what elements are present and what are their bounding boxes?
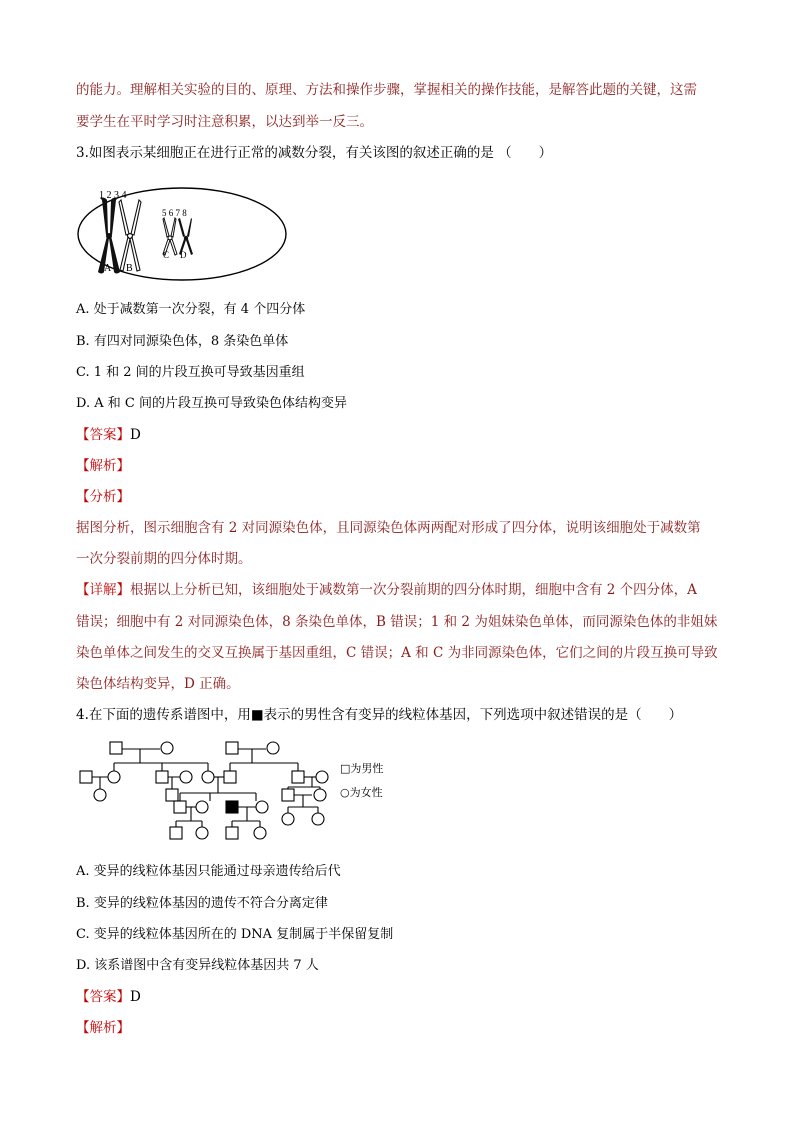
intro-line-2: 要学生在平时学习时注意积累，以达到举一反三。 [76,114,373,130]
q3-stem: 3.如图表示某细胞正在进行正常的减数分裂，有关该图的叙述正确的是 （ ） [76,145,553,161]
legend-female: ○为女性 [340,786,383,799]
answer-tag: 【答案】 [76,989,130,1005]
legend-male: □为男性 [340,762,384,775]
chromatid-numbers-1-4: 1 2 3 4 [99,190,127,201]
q3-fenxi-tag: 【分析】 [76,489,130,505]
pedigree-female [196,801,208,813]
q3-analysis-tag: 【解析】 [76,458,130,474]
answer-value: D [130,989,141,1005]
pedigree-female [108,771,120,783]
pedigree-female [282,813,294,825]
pedigree-male [224,771,236,783]
q3-fenxi-line-1: 据图分析，图示细胞含有 2 对同源染色体，且同源染色体两两配对形成了四分体，说明该细胞处于减数第 [76,520,701,536]
q3-option-d: D. A 和 C 间的片段互换可导致染色体结构变异 [76,396,347,411]
q4-option-d: D. 该系谱图中含有变异线粒体基因共 7 人 [76,958,319,973]
label-a: A [104,263,112,274]
q3-option-b: B. 有四对同源染色体，8 条染色单体 [76,334,289,349]
q4-option-b: B. 变异的线粒体基因的遗传不符合分离定律 [76,896,328,911]
q3-option-a: A. 处于减数第一次分裂，有 4 个四分体 [76,302,306,317]
pedigree-female [196,827,208,839]
chromosome-b [119,200,141,271]
pedigree-female [256,801,268,813]
pedigree-male [156,771,168,783]
pedigree-female [161,742,173,754]
label-b: B [126,263,133,274]
intro-line-1: 的能力。理解相关实验的目的、原理、方法和操作步骤，掌握相关的操作技能，是解答此题的关键，这需 [76,82,697,98]
pedigree-male [110,742,122,754]
detail-tag: 【详解】 [76,582,130,598]
pedigree-female [94,789,106,801]
q3-detail-line-1 [76,580,697,600]
pedigree-female [202,771,214,783]
pedigree-male [292,771,304,783]
pedigree-chart [76,737,336,847]
q4-option-a: A. 变异的线粒体基因只能通过母亲遗传给后代 [76,864,341,879]
q4-answer [76,987,141,1007]
q3-fenxi-line-2: 一次分裂前期的四分体时期。 [76,551,252,567]
detail-text-1: 根据以上分析已知，该细胞处于减数第一次分裂前期的四分体时期，细胞中含有 2 个四分体，A [130,582,697,598]
pedigree-male [226,827,238,839]
q3-detail-line-4: 染色体结构变异，D 正确。 [76,676,240,692]
chromatid-numbers-5-8: 5 6 7 8 [162,208,187,218]
q3-chromosome-figure [76,186,296,286]
pedigree-male [170,827,182,839]
pedigree-male [282,789,294,801]
pedigree-male [226,742,238,754]
q3-detail-line-3: 染色单体之间发生的交叉互换属于基因重组，C 错误；A 和 C 为非同源染色体，它们之间的片段互换可导致 [76,645,718,661]
q4-analysis-tag: 【解析】 [76,1020,130,1036]
pedigree-female [314,789,326,801]
pedigree-female [267,742,279,754]
q4-stem: 4.在下面的遗传系谱图中，用■表示的男性含有变异的线粒体基因，下列选项中叙述错误的是（ ） [76,707,683,723]
pedigree-female [180,771,192,783]
q4-option-c: C. 变异的线粒体基因所在的 DNA 复制属于半保留复制 [76,927,394,942]
answer-tag: 【答案】 [76,427,130,443]
q3-option-c: C. 1 和 2 间的片段互换可导致基因重组 [76,365,305,380]
pedigree-male [80,771,92,783]
pedigree-male [174,801,186,813]
pedigree-female [254,827,266,839]
label-d: D [180,250,187,260]
q3-answer [76,425,141,445]
pedigree-female [316,771,328,783]
q3-detail-line-2: 错误；细胞中有 2 对同源染色体，8 条染色单体，B 错误；1 和 2 为姐妹染色单体，而同源染色体的非姐妹 [76,614,718,630]
pedigree-female [312,813,324,825]
label-c: C [163,250,170,260]
answer-value: D [130,427,141,443]
pedigree-affected-male [226,801,238,813]
pedigree-male [166,789,178,801]
